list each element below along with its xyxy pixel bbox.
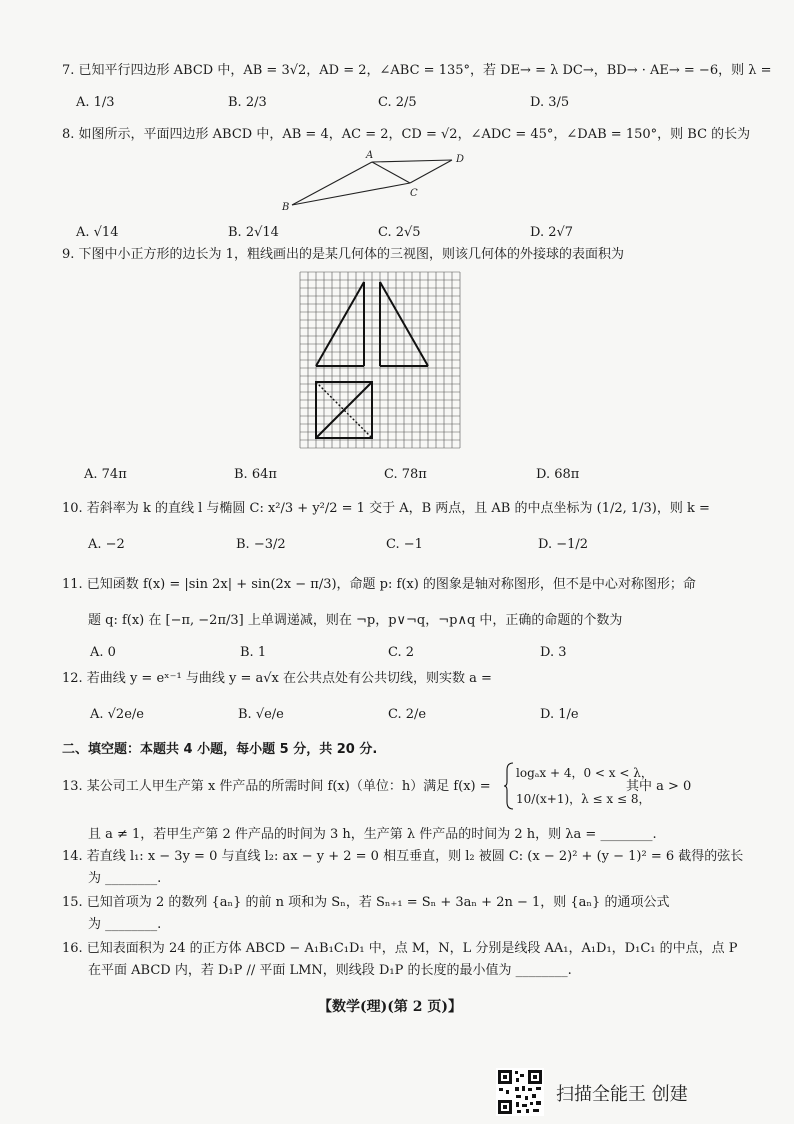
q9-option-d: D. 68π <box>536 467 580 482</box>
q11-option-b: B. 1 <box>240 645 267 660</box>
q7-option-d: D. 3/5 <box>530 95 570 110</box>
q7-option-b: B. 2/3 <box>228 95 267 110</box>
q10-option-b: B. −3/2 <box>236 537 286 552</box>
q10-option-d: D. −1/2 <box>538 537 589 552</box>
q9-option-c: C. 78π <box>384 467 427 482</box>
q8-quadrilateral-figure <box>280 150 480 212</box>
q10-stem: 10. 若斜率为 k 的直线 l 与椭圆 C: x²/3 + y²/2 = 1 交于 A，B 两点，且 AB 的中点坐标为 (1/2, 1/3)，则 k = <box>62 501 710 516</box>
q16-stem-line1: 16. 已知表面积为 24 的正方体 ABCD − A₁B₁C₁D₁ 中，点 M，N，L 分别是线段 AA₁，A₁D₁，D₁C₁ 的中点，点 P <box>62 941 738 956</box>
q11-option-d: D. 3 <box>540 645 567 660</box>
q7-stem: 7. 已知平行四边形 ABCD 中，AB = 3√2，AD = 2，∠ABC = 135°，若 DE→ = λ DC→，BD→ · AE→ = −6，则 λ = <box>62 63 772 78</box>
q11-option-c: C. 2 <box>388 645 415 660</box>
q11-stem-line2: 题 q: f(x) 在 [−π, −2π/3] 上单调递减，则在 ¬p，p∨¬q，¬p∧q 中，正确的命题的个数为 <box>88 613 623 628</box>
q15-stem-line2: 为 ________. <box>88 917 162 932</box>
q7-option-c: C. 2/5 <box>378 95 417 110</box>
q11-stem-line1: 11. 已知函数 f(x) = |sin 2x| + sin(2x − π/3)，命题 p: f(x) 的图象是轴对称图形，但不是中心对称图形；命 <box>62 577 696 592</box>
section-fill-blank-heading: 二、填空题：本题共 4 小题，每小题 5 分，共 20 分. <box>62 742 378 757</box>
q12-option-d: D. 1/e <box>540 707 579 722</box>
q14-stem-line1: 14. 若直线 l₁: x − 3y = 0 与直线 l₂: ax − y + 2 = 0 相互垂直，则 l₂ 被圆 C: (x − 2)² + (y − 1)² = 6 截得的弦长 <box>62 849 744 864</box>
scanner-watermark: 扫描全能王 创建 <box>556 1084 688 1105</box>
page-footer: 【数学(理)(第 2 页)】 <box>318 999 462 1015</box>
q10-option-c: C. −1 <box>386 537 423 552</box>
q8-option-a: A. √14 <box>76 225 119 240</box>
q12-option-a: A. √2e/e <box>90 707 144 722</box>
q13-condition: 其中 a > 0 <box>626 779 692 794</box>
q11-option-a: A. 0 <box>90 645 116 660</box>
q13-case-2: 10/(x+1)，λ ≤ x ≤ 8， <box>516 792 651 806</box>
qr-code-icon <box>496 1068 544 1116</box>
q8-option-d: D. 2√7 <box>530 225 574 240</box>
q8-stem: 8. 如图所示，平面四边形 ABCD 中，AB = 4，AC = 2，CD = √2，∠ADC = 45°，∠DAB = 150°，则 BC 的长为 <box>62 127 751 142</box>
q8-option-b: B. 2√14 <box>228 225 279 240</box>
q12-option-c: C. 2/e <box>388 707 427 722</box>
q12-stem: 12. 若曲线 y = eˣ⁻¹ 与曲线 y = a√x 在公共点处有公共切线，则实数 a = <box>62 671 492 686</box>
q8-label-a: A <box>366 150 374 161</box>
q8-label-d: D <box>456 154 465 165</box>
q13-case-1: logₐx + 4，0 < x < λ， <box>516 766 653 780</box>
q13-stem-line2: 且 a ≠ 1，若甲生产第 2 件产品的时间为 3 h，生产第 λ 件产品的时间为 2 h，则 λa = ________. <box>88 827 657 842</box>
q14-stem-line2: 为 ________. <box>88 871 162 886</box>
q15-stem-line1: 15. 已知首项为 2 的数列 {aₙ} 的前 n 项和为 Sₙ，若 Sₙ₊₁ = Sₙ + 3aₙ + 2n − 1，则 {aₙ} 的通项公式 <box>62 895 670 910</box>
q7-option-a: A. 1/3 <box>76 95 115 110</box>
q8-label-b: B <box>282 202 290 213</box>
q16-stem-line2: 在平面 ABCD 内，若 D₁P // 平面 LMN，则线段 D₁P 的长度的最小值为 ________. <box>88 963 572 978</box>
q12-option-b: B. √e/e <box>238 707 284 722</box>
q8-option-c: C. 2√5 <box>378 225 421 240</box>
q10-option-a: A. −2 <box>88 537 125 552</box>
q13-stem: 13. 某公司工人甲生产第 x 件产品的所需时间 f(x)（单位：h）满足 f(x) = <box>62 779 491 794</box>
q13-brace <box>504 762 514 810</box>
q9-option-a: A. 74π <box>84 467 127 482</box>
q8-label-c: C <box>410 188 418 199</box>
q9-stem: 9. 下图中小正方形的边长为 1，粗线画出的是某几何体的三视图，则该几何体的外接球的表面积为 <box>62 247 624 262</box>
q9-option-b: B. 64π <box>234 467 277 482</box>
q9-three-view-figure <box>300 272 460 448</box>
